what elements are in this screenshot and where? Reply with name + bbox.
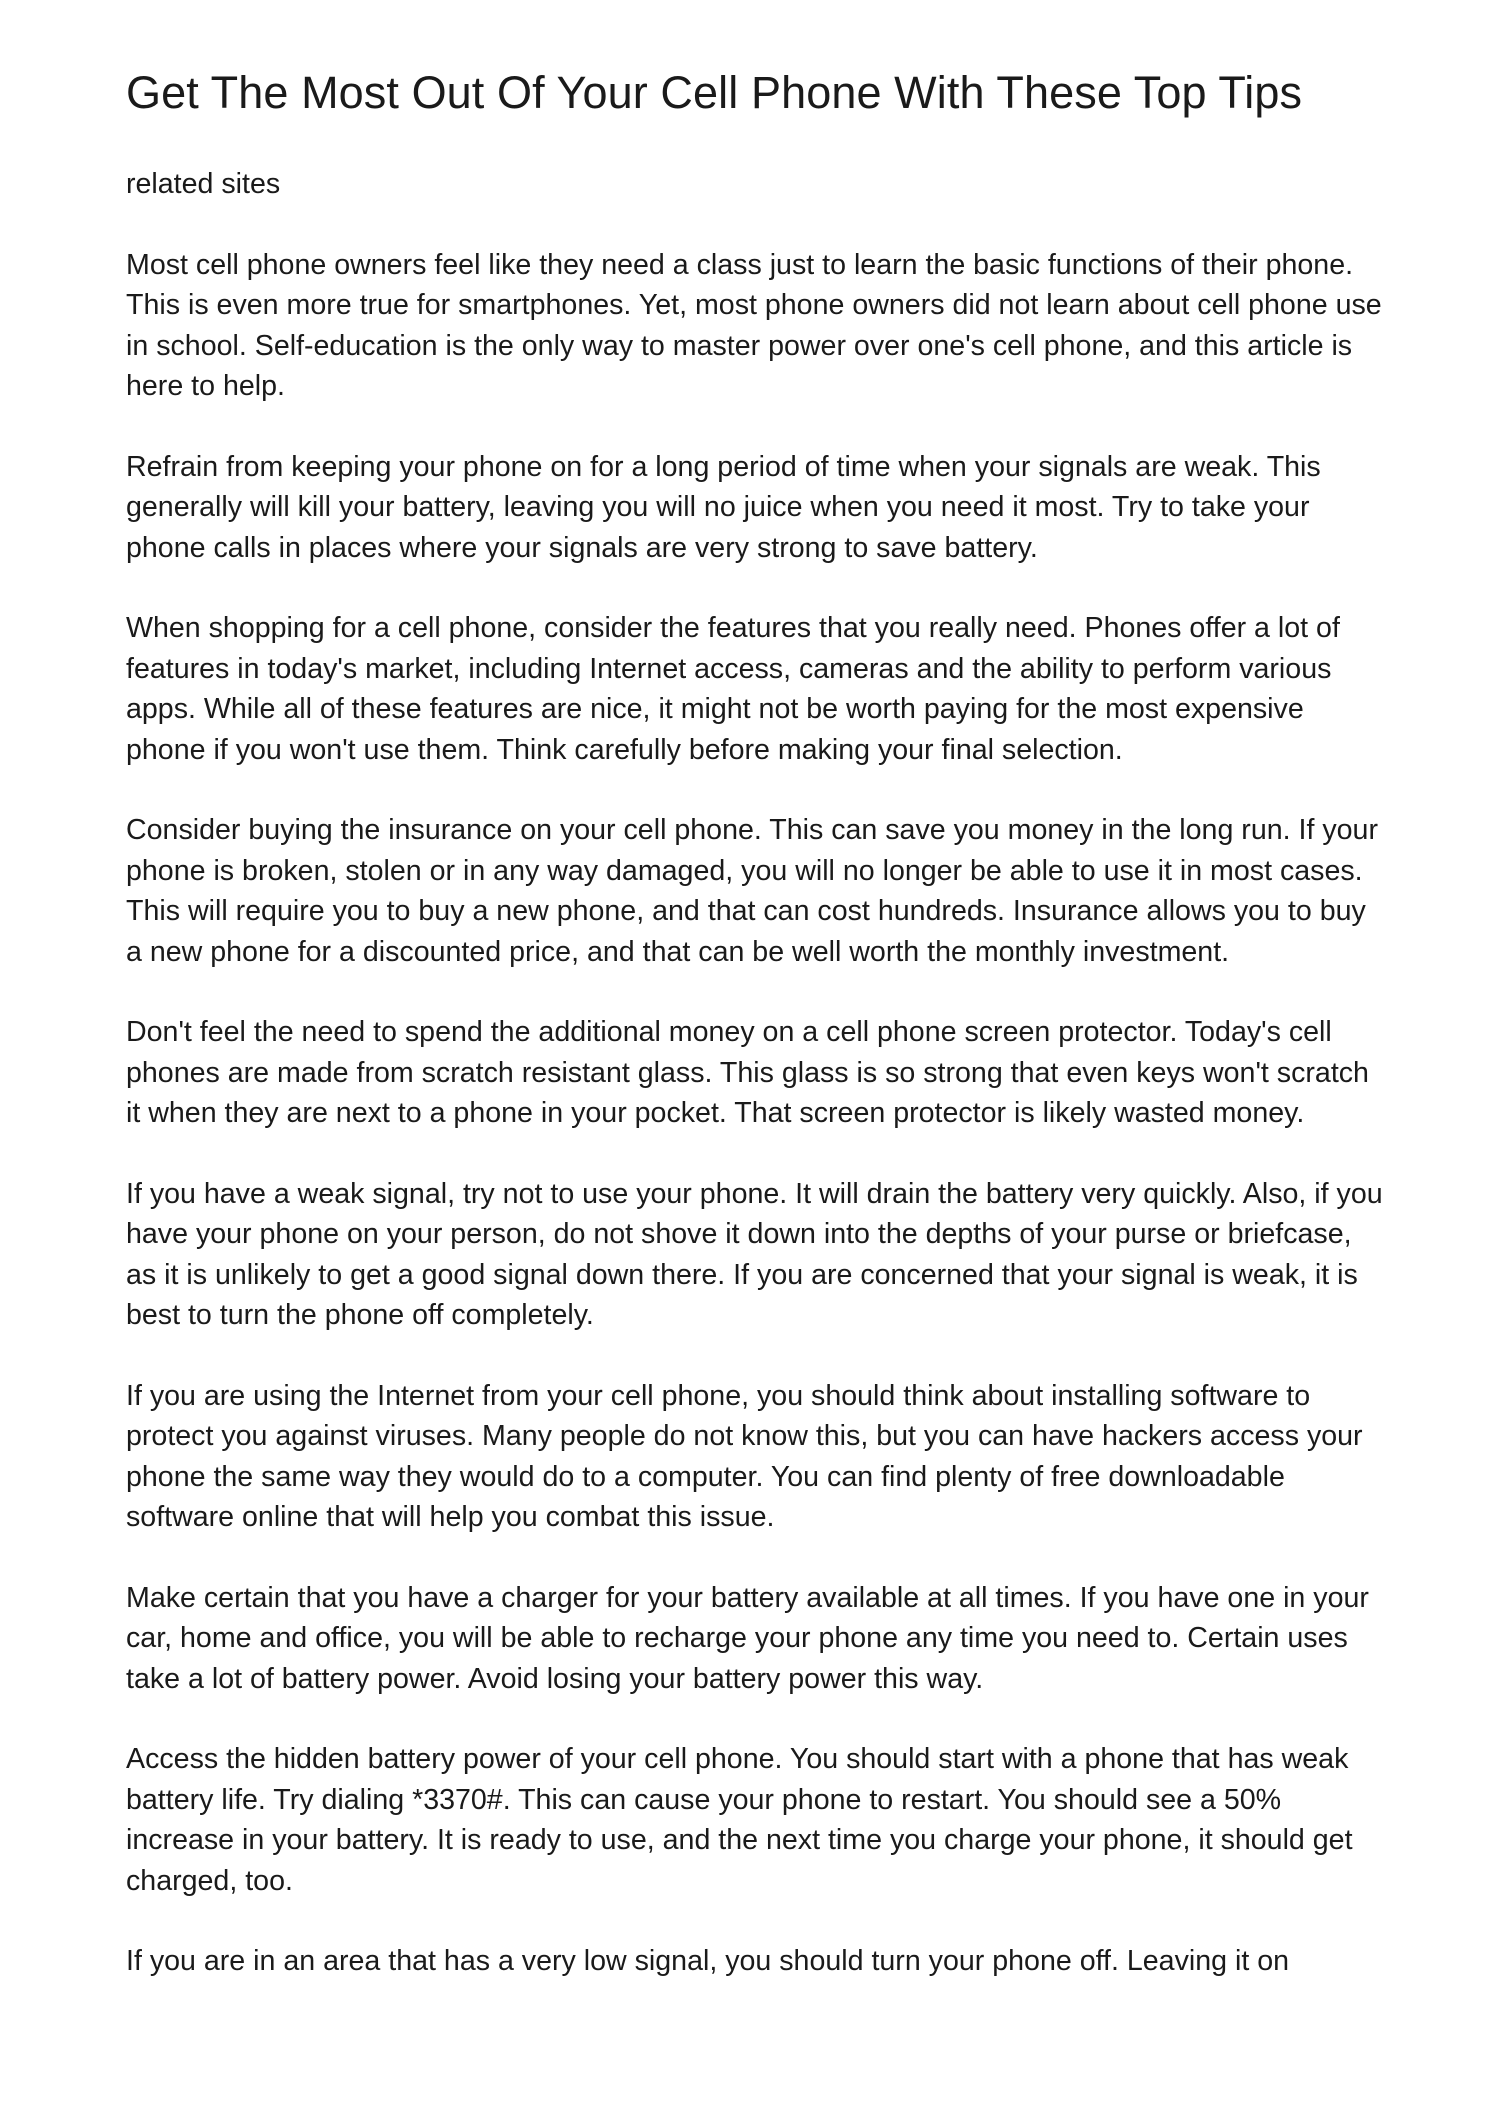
paragraph-10: If you are in an area that has a very low signal, you should turn your phone off. Leaving it on [126, 1945, 1290, 1977]
paragraph-1: Most cell phone owners feel like they need a class just to learn the basic functions of their phone. This is even more true for smartphones. Yet, most phone owners did not learn about cell phone use in school. Self-education is the only way to master power over one's cell phone, and this article is here to help. [126, 248, 1382, 402]
article-body [126, 245, 1388, 1982]
paragraph-4: Consider buying the insurance on your cell phone. This can save you money in the long run. If your phone is broken, stolen or in any way damaged, you will no longer be able to use it in most cases. This will require you to buy a new phone, and that can cost hundreds. Insurance allows you to buy a new phone for a discounted price, and that can be well worth the monthly investment. [126, 814, 1378, 968]
related-sites-text: related sites [126, 168, 281, 200]
document-page [126, 62, 1388, 1982]
paragraph-2: Refrain from keeping your phone on for a long period of time when your signals are weak. This generally will kill your battery, leaving you will no juice when you need it most. Try to take your phone calls in places where your signals are very strong to save battery. [126, 450, 1321, 564]
page-title: Get The Most Out Of Your Cell Phone With These Top Tips [126, 67, 1303, 118]
paragraph-3: When shopping for a cell phone, consider the features that you really need. Phones offer a lot of features in today's market, including Internet access, cameras and the ability to perform various apps. While all of these features are nice, it might not be worth paying for the most expensive phone if you won't use them. Think carefully before making your final selection. [126, 612, 1340, 766]
paragraph-6: If you have a weak signal, try not to use your phone. It will drain the battery very quickly. Also, if you have your phone on your person, do not shove it down into the depths of your purse or briefcase, as it is unlikely to get a good signal down there. If you are concerned that your signal is weak, it is best to turn the phone off completely. [126, 1177, 1383, 1331]
paragraph-8: Make certain that you have a charger for your battery available at all times. If you have one in your car, home and office, you will be able to recharge your phone any time you need to. Certain uses take a lot of battery power. Avoid losing your battery power this way. [126, 1581, 1369, 1695]
paragraph-7: If you are using the Internet from your cell phone, you should think about installing software to protect you against viruses. Many people do not know this, but you can have hackers access your phone the same way they would do to a computer. You can find plenty of free downloadable software online that will help you combat this issue. [126, 1379, 1363, 1533]
paragraph-9: Access the hidden battery power of your cell phone. You should start with a phone that has weak battery life. Try dialing *3370#. This can cause your phone to restart. You should see a 50% increase in your battery. It is ready to use, and the next time you charge your phone, it should get charged, too. [126, 1743, 1353, 1897]
paragraph-5: Don't feel the need to spend the additional money on a cell phone screen protector. Today's cell phones are made from scratch resistant glass. This glass is so strong that even keys won't scratch it when they are next to a phone in your pocket. That screen protector is likely wasted money. [126, 1016, 1369, 1129]
